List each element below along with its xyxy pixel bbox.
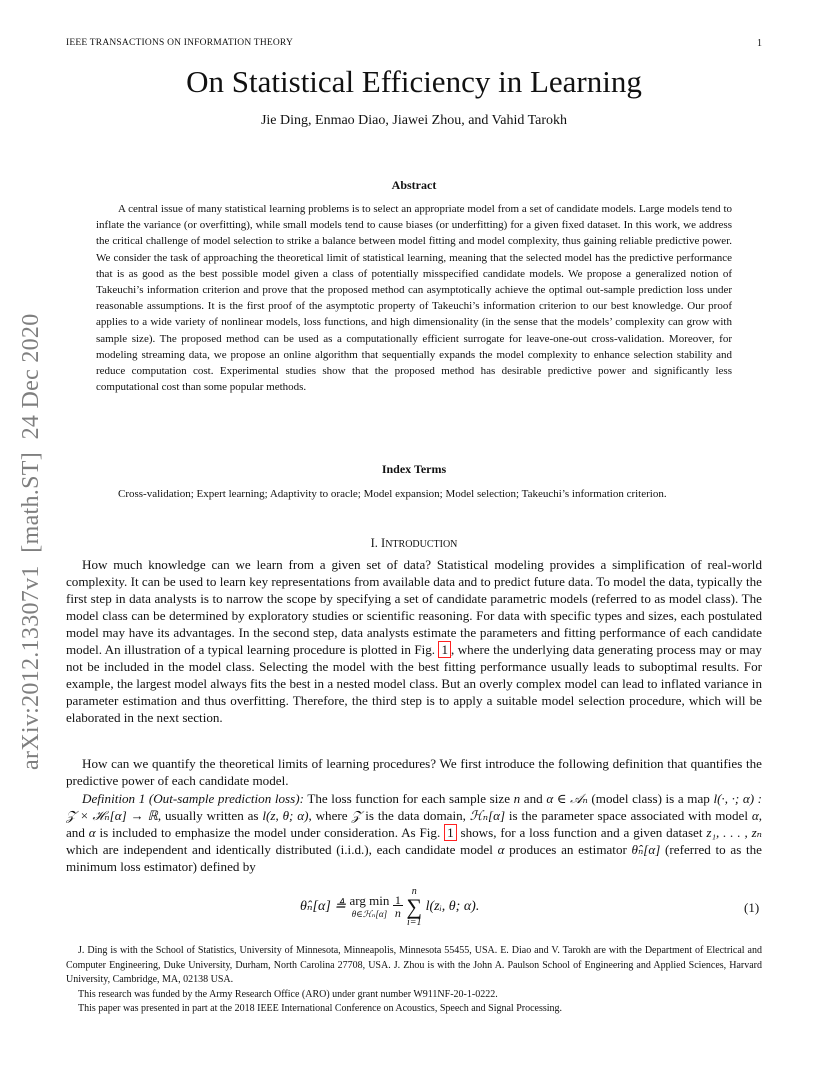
eq-lhs: θ̂ₙ[α] ≜ [300,899,347,915]
def-text: is the parameter space associated with model [505,808,752,823]
equation-1 [300,886,479,928]
section-numeral: I. [370,536,378,550]
math-inline: α [751,808,759,823]
math-inline: α ∈ 𝒜ₙ [546,791,588,806]
def-text: is the data domain, [361,808,470,823]
page-number: 1 [757,38,762,49]
math-inline: n [513,791,521,806]
def-text: (model class) is a map [587,791,714,806]
figure-link[interactable]: 1 [438,641,451,658]
author-list: Jie Ding, Enmao Diao, Jiawei Zhou, and Vahid Tarokh [260,113,568,128]
running-header: IEEE TRANSACTIONS ON INFORMATION THEORY [66,38,294,48]
footnote-affiliations: J. Ding is with the School of Statistics, University of Minnesota, Minneapolis, Minnesota 55455, USA. E. Diao and V. Tarokh are with the Department of Electrical and Computer Engineering, Duke University, Durham, North Carolina 27708, USA. J. Zhou is with the John A. Paulson School of Engineering and Applied Sciences, Harvard University, Cambridge, MA, 02138 USA. [66,945,762,985]
def-text: shows, for a loss function and a given dataset [456,825,707,840]
section-heading-introduction [0,536,828,551]
eq-argmin-op: arg min [349,892,390,908]
def-text: , where [308,808,352,823]
figure-link[interactable]: 1 [444,824,457,841]
footnote-funding: This research was funded by the Army Research Office (ARO) under grant number W911NF-20-1-0222. [78,989,498,1000]
eq-sum-symbol: ∑ [406,894,423,919]
math-inline: θ̂ₙ[α] [631,842,661,857]
eq-rhs: l(zᵢ, θ; α). [425,899,480,915]
def-text: and [520,791,547,806]
paper-title: On Statistical Efficiency in Learning [186,64,642,99]
def-text: , and [66,808,762,840]
intro-p1-end: , where the underlying data generating process may or may not be included in the model class. Selecting the model with the best fitting performance usually leads to suboptimal results. For example, the largest model always fits the best in a nested model class. But an overly complex model can lead to inflated variance in parameter estimation and thus overfitting. Therefore, the third step is to apply a suitable model selection procedure, which will be elaborated in the next section. [66,642,762,725]
eq-argmin-sub: θ∈ℋₙ[α] [351,908,388,919]
eq-sum [406,886,422,928]
eq-fraction [393,894,403,920]
def-text: produces an estimator [504,842,632,857]
math-inline: l(z, θ; α) [262,808,309,823]
section-title-initial: I [381,536,386,550]
footnote-conference: This paper was presented in part at the 2018 IEEE International Conference on Acoustics, Speech and Signal Processing. [78,1003,563,1014]
intro-paragraph-1 [66,556,762,726]
definition-paragraph [66,790,762,875]
def-text: The loss function for each sample size [303,791,514,806]
abstract-heading: Abstract [391,178,437,192]
eq-frac-den: n [394,906,401,920]
eq-sum-top: n [411,886,417,897]
math-inline: 𝒵 [351,808,362,823]
math-inline: ℋₙ[α] [469,808,506,823]
eq-sum-bottom: i=1 [406,917,422,928]
def-text: , usually written as [157,808,263,823]
eq-frac-num: 1 [394,893,401,907]
def-text: (referred to as the minimum loss estimator) defined by [66,842,762,874]
section-title-rest: NTRODUCTION [385,539,458,550]
definition-label: Definition 1 (Out-sample prediction loss): [82,791,304,806]
math-inline: z₁, . . . , zₙ [706,825,762,840]
math-inline: α [497,842,505,857]
abstract-text: A central issue of many statistical learning problems is to select an appropriate model from a set of candidate models. Large models tend to inflate the variance (or overfitting), while small models tend to cause biases (or underfitting) for a given fixed dataset. In this work, we address the critical challenge of model selection to strike a balance between model fitting and model complexity, thus gaining reliable predictive power. We consider the task of approaching the theoretical limit of statistical learning, meaning that the selected model has the predictive performance that is as good as the best possible model given a class of potentially misspecified candidate models. We propose a generalized notion of Takeuchi’s information criterion and prove that the proposed method can asymptotically achieve the optimal out-sample prediction loss under reasonable assumptions. It is the first proof of the asymptotic property of Takeuchi’s information criterion to our best knowledge. Our proof applies to a wide variety of nonlinear models, loss functions, and high dimensionality (in the sense that the models’ complexity can grow with sample size). The proposed method can be used as a computationally efficient surrogate for leave-one-out cross-validation. Moreover, for modeling streaming data, we propose an online algorithm that sequentially expands the model complexity to enhance selection stability and reduce computation cost. Experimental studies show that the proposed method has desirable predictive power and significantly less computational cost than some popular methods. [96,203,732,394]
def-text: is included to emphasize the model under consideration. As Fig. [95,825,445,840]
intro-p1-start: How much knowledge can we learn from a given set of data? Statistical modeling provides a simplification of real-world complexity. It can be used to learn key representations from available data and to predict future data. To model the data, typically the first step in data analysts is to narrow the scope by specifying a set of candidate parametric models (referred to as model class). The model class can be determined by exploratory studies or scientific reasoning. For data with specific types and sizes, each postulated model may have its advantages. In the second step, data analysts estimate the parameters and fitting performance of each candidate model. An illustration of a typical learning procedure is plotted in Fig. [66,557,762,657]
arxiv-stamp: arXiv:2012.13307v1 [math.ST] 24 Dec 2020 [18,313,44,770]
equation-number: (1) [744,900,760,915]
intro-paragraph-2: How can we quantify the theoretical limits of learning procedures? We first introduce the following definition that quantifies the predictive power of each candidate model. [66,756,762,788]
def-text: which are independent and identically distributed (i.i.d.), each candidate model [66,842,498,857]
eq-argmin [349,892,390,920]
math-inline: α [88,825,96,840]
index-terms-text: Cross-validation; Expert learning; Adaptivity to oracle; Model expansion; Model selection; Takeuchi’s information criterion. [118,488,667,500]
index-terms-heading: Index Terms [381,462,447,476]
math-inline: l(·, ·; α) : 𝒵 × ℋₙ[α] → ℝ [66,791,763,823]
